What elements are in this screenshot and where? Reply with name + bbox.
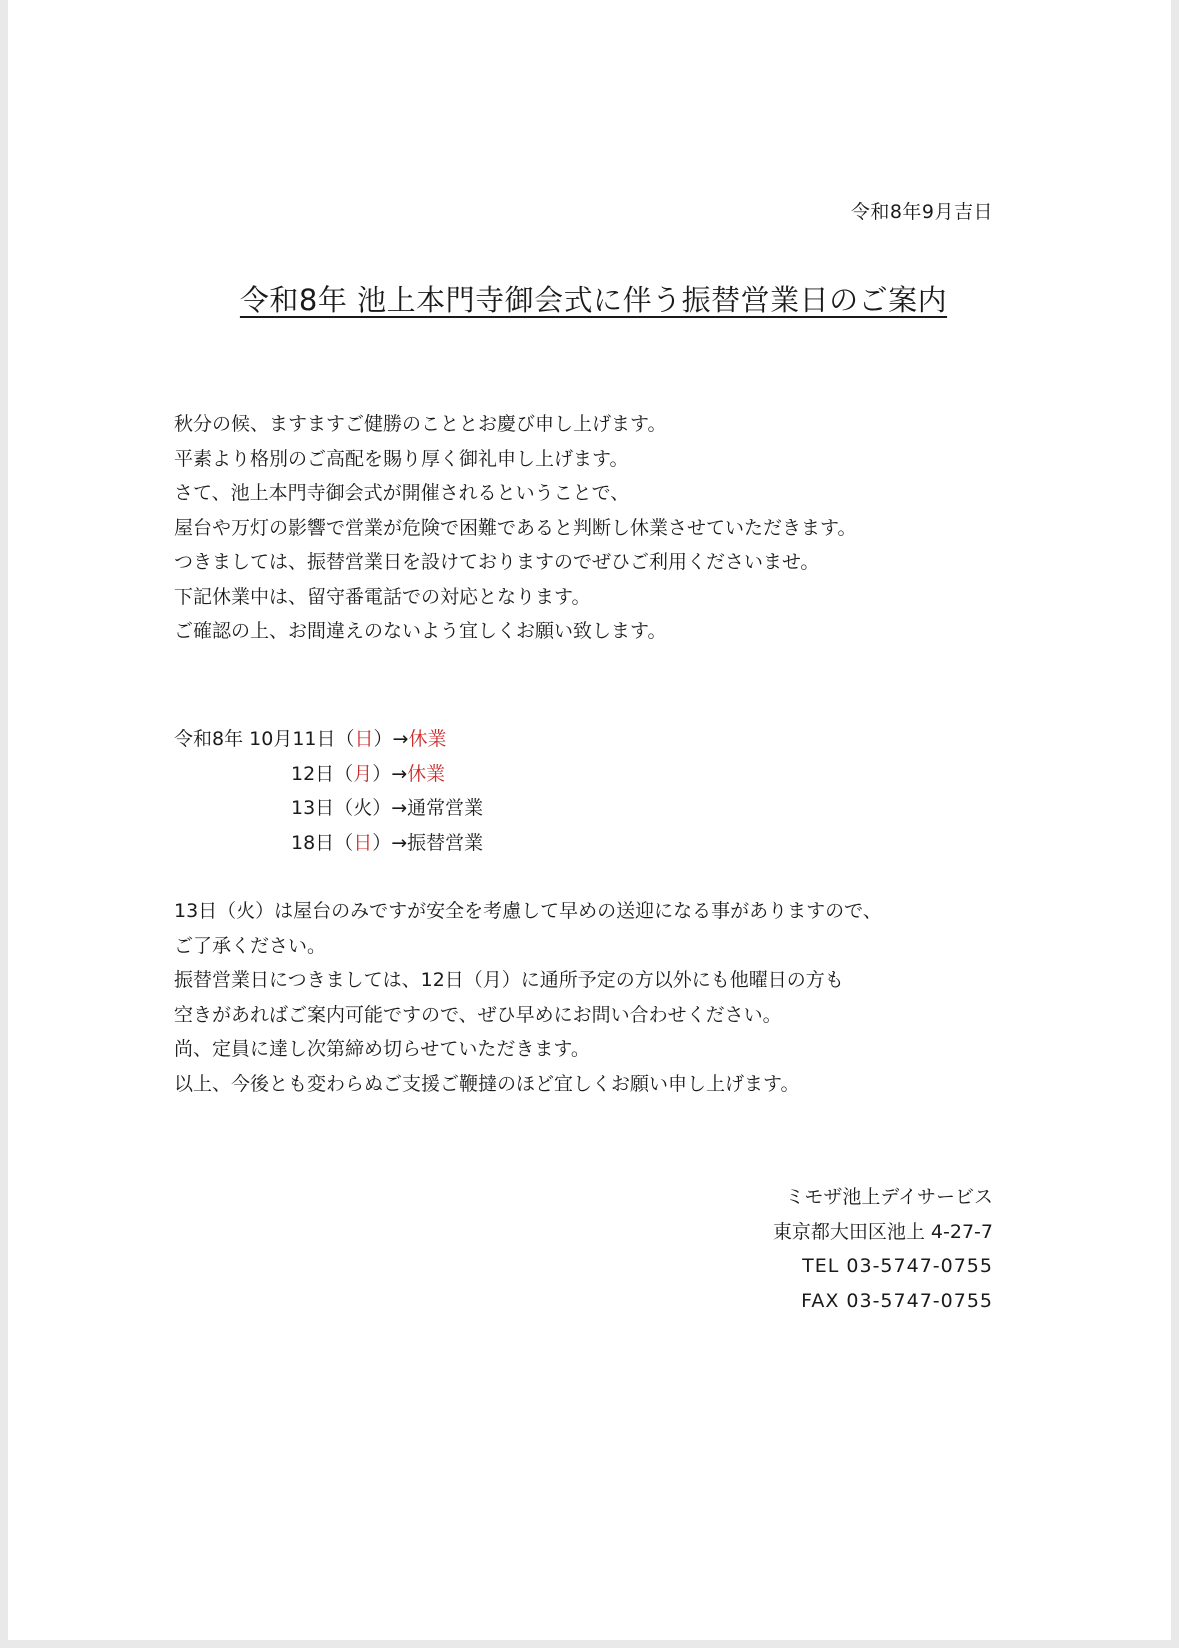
document-page xyxy=(8,0,1171,1640)
schedule-arrow: ）→ xyxy=(373,728,409,750)
schedule-weekday: 月 xyxy=(353,762,373,785)
schedule-row xyxy=(174,791,874,826)
schedule-arrow: ）→ xyxy=(372,762,408,785)
sender-address: 東京都大田区池上 4-27-7 xyxy=(772,1220,993,1243)
note-line: 尚、定員に達し次第締め切らせていただきます。 xyxy=(174,1038,590,1060)
note-line: 振替営業日につきましては、12日（月）に通所予定の方以外にも他曜日の方も xyxy=(174,969,844,991)
greeting-line: 秋分の候、ますますご健勝のこととお慶び申し上げます。 xyxy=(174,413,667,435)
document-title-text: 令和8年 池上本門寺御会式に伴う振替営業日のご案内 xyxy=(239,283,948,317)
schedule-weekday: 日 xyxy=(354,728,374,750)
note-line: 空きがあればご案内可能ですので、ぜひ早めにお問い合わせください。 xyxy=(174,1003,782,1026)
document-title xyxy=(8,278,1171,319)
schedule-status: 振替営業 xyxy=(407,831,484,854)
schedule-row xyxy=(174,826,874,861)
greeting-line: 下記休業中は、留守番電話での対応となります。 xyxy=(174,585,591,608)
greeting-line: ご確認の上、お間違えのないよう宜しくお願い致します。 xyxy=(174,620,667,642)
schedule-day: 12日（ xyxy=(291,762,354,785)
greeting-line: 平素より格別のご高配を賜り厚く御礼申し上げます。 xyxy=(174,447,629,470)
note-line: 13日（火）は屋台のみですが安全を考慮して早めの送迎になる事がありますので、 xyxy=(174,900,882,922)
schedule-row xyxy=(174,722,874,757)
schedule-status: 休業 xyxy=(407,762,446,785)
greeting-line: つきましては、振替営業日を設けておりますのでぜひご利用くださいませ。 xyxy=(174,551,820,573)
schedule-arrow: ）→ xyxy=(372,831,408,854)
sender-organization: ミモザ池上デイサービス xyxy=(785,1186,993,1208)
issue-date: 令和8年9月吉日 xyxy=(850,201,993,223)
sender-tel: TEL 03-5747-0755 xyxy=(802,1255,993,1277)
greeting-paragraph xyxy=(174,407,1034,649)
schedule-year: 令和8年 xyxy=(174,728,244,750)
note-line: ご了承ください。 xyxy=(174,934,327,957)
schedule-status: 通常営業 xyxy=(407,797,484,819)
schedule-row xyxy=(174,757,874,792)
greeting-line: 屋台や万灯の影響で営業が危険で困難であると判断し休業させていただきます。 xyxy=(174,516,857,539)
schedule-arrow: ）→ xyxy=(372,797,408,819)
schedule-status: 休業 xyxy=(408,728,447,750)
schedule-weekday: 火 xyxy=(353,797,373,819)
sender-block xyxy=(773,1180,993,1318)
note-line: 以上、今後とも変わらぬご支援ご鞭撻のほど宜しくお願い申し上げます。 xyxy=(174,1072,800,1095)
schedule-day: 18日（ xyxy=(291,831,354,854)
schedule-list xyxy=(174,722,874,860)
notes-paragraph xyxy=(174,894,1074,1101)
schedule-day: 10月11日（ xyxy=(249,728,355,750)
schedule-weekday: 日 xyxy=(353,831,373,854)
schedule-day: 13日（ xyxy=(291,797,354,819)
greeting-line: さて、池上本門寺御会式が開催されるということで、 xyxy=(174,482,630,504)
sender-fax: FAX 03-5747-0755 xyxy=(801,1289,993,1312)
